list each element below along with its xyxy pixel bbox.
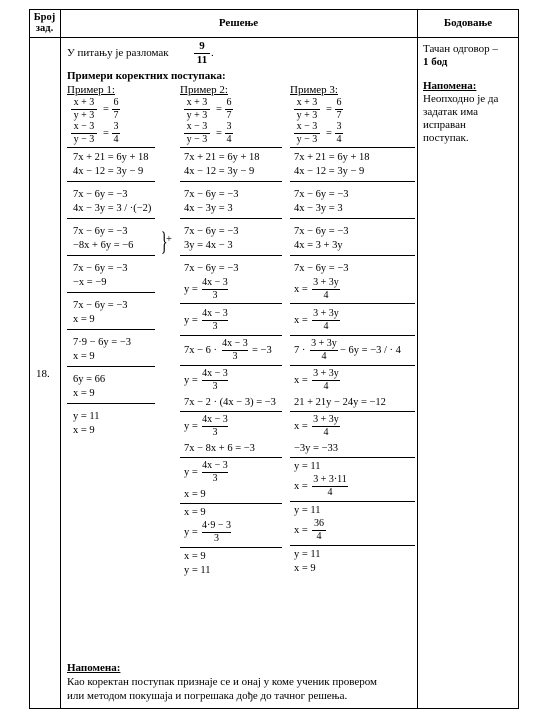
ex1-start-2-lhs <box>71 122 97 145</box>
ex1-rule-4 <box>67 292 155 293</box>
ex2-start-1-eq: = <box>216 104 222 115</box>
ex1-start-1-lhs-num: x + 3 <box>73 97 95 108</box>
ex1-step-6-a: 7·9 − 6y = −3 <box>73 337 132 348</box>
ex2-frac-3 <box>222 339 248 362</box>
ex1-step-2-b: 4x − 3y = 3 / ·(−2) <box>73 203 152 214</box>
example-2-label: Пример 2: <box>180 84 228 96</box>
header-divider <box>29 37 519 38</box>
ex2-start-2-rhs <box>225 122 233 145</box>
ex3-frac-1-num: 3 + 3y <box>313 277 339 288</box>
ex2-frac-2-num: 4x − 3 <box>202 308 228 319</box>
ex2-step-9-b: y = <box>184 527 198 538</box>
scoring-note <box>423 93 515 145</box>
ex2-step-1-b: 4x − 12 = 3y − 9 <box>184 166 255 177</box>
ex1-step-4-b: −x = −9 <box>73 277 107 288</box>
ex2-frac-6-den: 3 <box>212 473 218 484</box>
ex2-step-5-b: 7x − 6 · <box>184 345 218 356</box>
example-3-label: Пример 3: <box>290 84 338 96</box>
ex3-frac-6-den: 4 <box>327 487 333 498</box>
ex2-frac-5 <box>202 415 228 438</box>
scoring-answer <box>423 43 515 69</box>
ex1-start-1-eq: = <box>103 104 109 115</box>
ex2-start-2-rhs-num: 3 <box>226 121 232 132</box>
ex2-frac-7-den: 3 <box>213 533 219 544</box>
ex3-rule-4 <box>290 303 415 304</box>
intro-text <box>67 47 169 60</box>
example-3-column <box>290 98 415 648</box>
ex1-start-2-eq: = <box>103 128 109 139</box>
ex3-frac-4-den: 4 <box>323 381 329 392</box>
ex2-rule-6 <box>180 411 282 412</box>
ex3-rule-7 <box>290 457 415 458</box>
ex3-start-2-lhs-den: y − 3 <box>296 134 318 145</box>
ex1-plus: + <box>166 234 172 245</box>
scoring-note-line3: исправан <box>423 119 466 131</box>
ex3-step-8-a: y = 11 <box>294 461 321 472</box>
ex2-step-10-a: x = 9 <box>184 551 206 562</box>
ex3-step-4-b: x = <box>294 284 308 295</box>
ex2-start-2-rhs-den: 4 <box>226 134 232 145</box>
ex3-step-10-a: y = 11 <box>294 549 321 560</box>
footer-note-line2: или методом покушаја и погрешака дође до тачног решења. <box>67 690 348 702</box>
ex2-rule-5b <box>180 365 282 366</box>
ex3-frac-6 <box>312 475 348 498</box>
ex2-step-6-b: 7x − 2 · (4x − 3) = −3 <box>184 397 276 408</box>
header-solution: Решење <box>218 17 259 29</box>
ex2-step-7-b: 7x − 8x + 6 = −3 <box>184 443 255 454</box>
ex3-step-8-b: x = <box>294 481 308 492</box>
ex2-start-1-lhs-num: x + 3 <box>186 97 208 108</box>
ex3-start-1-lhs <box>294 98 320 121</box>
ex3-rule-5b <box>290 365 415 366</box>
intro-end: . <box>211 47 214 59</box>
ex1-start-1-rhs-num: 6 <box>113 97 119 108</box>
ex2-step-5-a: y = <box>184 315 198 326</box>
ex3-start-2-rhs <box>335 122 343 145</box>
ex2-step-3-a: 7x − 6y = −3 <box>184 226 239 237</box>
ex2-rule-2 <box>180 218 282 219</box>
ex3-frac-1 <box>312 278 340 301</box>
scoring-note-line2: задатак има <box>423 106 478 118</box>
ex2-frac-4-num: 4x − 3 <box>202 368 228 379</box>
ex3-start-2-lhs-num: x − 3 <box>296 121 318 132</box>
ex2-start-2-eq: = <box>216 128 222 139</box>
example-1-label: Пример 1: <box>67 84 115 96</box>
header-num-line2: зад. <box>35 23 54 34</box>
ex3-frac-6-num: 3 + 3·11 <box>313 474 347 485</box>
ex1-start-2-rhs <box>112 122 120 145</box>
ex2-rule-3 <box>180 255 282 256</box>
ex3-step-1-b: 4x − 12 = 3y − 9 <box>294 166 365 177</box>
ex2-step-10-b: y = 11 <box>184 565 211 576</box>
ex2-step-7-a: y = <box>184 421 198 432</box>
ex1-start-1-lhs-den: y + 3 <box>73 110 95 121</box>
ex1-rule-2 <box>67 218 155 219</box>
ex3-step-3-b: 4x = 3 + 3y <box>294 240 343 251</box>
ex1-step-7-a: 6y = 66 <box>73 374 106 385</box>
ex3-start-rule <box>290 147 415 148</box>
ex2-frac-6-num: 4x − 3 <box>202 460 228 471</box>
footer-note-line1: Као коректан поступак признаје се и онај у коме ученик провером <box>67 676 378 688</box>
ex1-rule-1 <box>67 181 155 182</box>
header-task-number <box>29 12 60 34</box>
ex2-step-9-a: x = 9 <box>184 507 206 518</box>
ex3-frac-2 <box>312 309 340 332</box>
ex2-start-2-lhs-num: x − 3 <box>186 121 208 132</box>
ex1-step-8-a: y = 11 <box>73 411 100 422</box>
ex3-step-6-b: 21 + 21y − 24y = −12 <box>294 397 386 408</box>
ex3-frac-5-den: 4 <box>323 427 329 438</box>
ex2-step-2-b: 4x − 3y = 3 <box>184 203 233 214</box>
ex1-step-7-b: x = 9 <box>73 388 95 399</box>
ex3-frac-7-num: 36 <box>314 518 324 529</box>
ex3-start-2-rhs-den: 4 <box>336 134 342 145</box>
ex3-start-1-rhs-num: 6 <box>336 97 342 108</box>
ex2-frac-1-num: 4x − 3 <box>202 277 228 288</box>
ex2-rule-9 <box>180 547 282 548</box>
ex3-step-3-a: 7x − 6y = −3 <box>294 226 349 237</box>
ex3-start-1-eq: = <box>326 104 332 115</box>
ex2-step-1-a: 7x + 21 = 6y + 18 <box>184 152 260 163</box>
ex3-frac-3-den: 4 <box>321 351 327 362</box>
ex2-start-1-lhs-den: y + 3 <box>186 110 208 121</box>
ex3-rule-6 <box>290 411 415 412</box>
ex2-start-1-rhs-num: 6 <box>226 97 232 108</box>
ex3-frac-7-den: 4 <box>316 531 322 542</box>
ex2-frac-2 <box>202 309 228 332</box>
ex1-step-8-b: x = 9 <box>73 425 95 436</box>
ex3-rule-3 <box>290 255 415 256</box>
ex1-step-1-a: 7x + 21 = 6y + 18 <box>73 152 149 163</box>
ex1-step-5-b: x = 9 <box>73 314 95 325</box>
ex2-frac-4 <box>202 369 228 392</box>
ex2-step-5-c: = −3 <box>252 345 272 356</box>
ex2-start-1-rhs <box>225 98 233 121</box>
col-divider-2 <box>417 9 418 709</box>
ex3-step-2-a: 7x − 6y = −3 <box>294 189 349 200</box>
ex2-rule-5a <box>180 335 282 336</box>
ex2-rule-1 <box>180 181 282 182</box>
ex2-step-2-a: 7x − 6y = −3 <box>184 189 239 200</box>
ex2-rule-7 <box>180 457 282 458</box>
ex2-frac-1 <box>202 278 228 301</box>
ex3-frac-5 <box>312 415 340 438</box>
ex3-step-7-b: −3y = −33 <box>294 443 339 454</box>
ex3-start-2-lhs <box>294 122 320 145</box>
ex2-frac-3-den: 3 <box>232 351 238 362</box>
col-divider-1 <box>60 9 61 709</box>
ex1-step-4-a: 7x − 6y = −3 <box>73 263 128 274</box>
ex3-frac-1-den: 4 <box>323 290 329 301</box>
header-scoring: Бодовање <box>443 17 493 29</box>
ex3-frac-3 <box>310 339 338 362</box>
ex3-step-7-a: x = <box>294 421 308 432</box>
scoring-note-line4: поступак. <box>423 132 469 144</box>
ex1-rule-7 <box>67 403 155 404</box>
ex1-step-2-a: 7x − 6y = −3 <box>73 189 128 200</box>
ex3-frac-2-den: 4 <box>323 321 329 332</box>
ex3-rule-5a <box>290 335 415 336</box>
ex3-frac-2-num: 3 + 3y <box>313 308 339 319</box>
ex2-rule-4 <box>180 303 282 304</box>
ex3-frac-4 <box>312 369 340 392</box>
examples-title: Примери коректних поступака: <box>67 70 226 82</box>
ex3-start-1-lhs-num: x + 3 <box>296 97 318 108</box>
ex1-step-6-b: x = 9 <box>73 351 95 362</box>
ex3-step-5-a: x = <box>294 315 308 326</box>
ex2-step-3-b: 3y = 4x − 3 <box>184 240 233 251</box>
ex2-frac-7-num: 4·9 − 3 <box>202 520 231 531</box>
ex3-rule-9 <box>290 545 415 546</box>
scoring-line1: Тачан одговор – <box>423 43 498 55</box>
example-2-column <box>180 98 290 648</box>
ex2-frac-3-num: 4x − 3 <box>222 338 248 349</box>
ex2-step-8-b: x = 9 <box>184 489 206 500</box>
scoring-note-line1: Неопходно је да <box>423 93 499 105</box>
scoring-points: 1 бод <box>423 56 448 68</box>
ex1-rule-5 <box>67 329 155 330</box>
ex1-start-2-lhs-num: x − 3 <box>73 121 95 132</box>
ex3-rule-1 <box>290 181 415 182</box>
ex3-step-10-b: x = 9 <box>294 563 316 574</box>
ex3-start-1-rhs-den: 7 <box>336 110 342 121</box>
ex2-step-8-a: y = <box>184 467 198 478</box>
ex3-step-9-a: y = 11 <box>294 505 321 516</box>
ex3-start-1-rhs <box>335 98 343 121</box>
ex2-frac-4-den: 3 <box>212 381 218 392</box>
ex3-frac-5-num: 3 + 3y <box>313 414 339 425</box>
ex2-start-rule <box>180 147 282 148</box>
ex3-frac-3-num: 3 + 3y <box>311 338 337 349</box>
example-1-column <box>67 98 177 478</box>
ex2-frac-5-den: 3 <box>212 427 218 438</box>
ex2-start-1-lhs <box>184 98 210 121</box>
ex2-start-2-lhs-den: y − 3 <box>186 134 208 145</box>
ex1-rule-3 <box>67 255 155 256</box>
ex3-rule-8 <box>290 501 415 502</box>
ex2-frac-2-den: 3 <box>212 321 218 332</box>
intro-fraction <box>194 41 210 66</box>
ex2-frac-1-den: 3 <box>212 290 218 301</box>
intro-sentence: У питању је разломак <box>67 47 169 59</box>
ex3-frac-4-num: 3 + 3y <box>313 368 339 379</box>
ex3-step-2-b: 4x − 3y = 3 <box>294 203 343 214</box>
task-number: 18. <box>36 368 50 380</box>
ex3-rule-2 <box>290 218 415 219</box>
intro-frac-num: 9 <box>199 40 205 52</box>
ex2-step-4-b: y = <box>184 284 198 295</box>
ex1-step-1-b: 4x − 12 = 3y − 9 <box>73 166 144 177</box>
ex3-start-2-rhs-num: 3 <box>336 121 342 132</box>
ex3-step-6-a: x = <box>294 375 308 386</box>
ex2-step-4-a: 7x − 6y = −3 <box>184 263 239 274</box>
ex1-start-1-rhs-den: 7 <box>113 110 119 121</box>
ex2-start-2-lhs <box>184 122 210 145</box>
ex1-start-rule <box>67 147 155 148</box>
ex1-step-3-a: 7x − 6y = −3 <box>73 226 128 237</box>
ex1-start-2-rhs-den: 4 <box>113 134 119 145</box>
intro-frac-den: 11 <box>196 54 208 66</box>
ex3-start-2-eq: = <box>326 128 332 139</box>
ex1-start-2-rhs-num: 3 <box>113 121 119 132</box>
ex3-step-5-b: 7 · <box>294 345 306 356</box>
ex2-step-6-a: y = <box>184 375 198 386</box>
ex3-step-1-a: 7x + 21 = 6y + 18 <box>294 152 370 163</box>
ex2-frac-6 <box>202 461 228 484</box>
footer-note-title: Напомена: <box>67 662 121 674</box>
ex2-frac-7 <box>202 521 231 544</box>
ex1-step-5-a: 7x − 6y = −3 <box>73 300 128 311</box>
ex2-start-1-rhs-den: 7 <box>226 110 232 121</box>
ex2-rule-8 <box>180 503 282 504</box>
ex2-frac-5-num: 4x − 3 <box>202 414 228 425</box>
ex1-start-1-rhs <box>112 98 120 121</box>
ex1-brace: } <box>160 227 168 256</box>
ex3-frac-7 <box>312 519 326 542</box>
ex1-rule-6 <box>67 366 155 367</box>
ex3-step-4-a: 7x − 6y = −3 <box>294 263 349 274</box>
ex3-start-1-lhs-den: y + 3 <box>296 110 318 121</box>
header-num-line1: Број <box>33 12 56 23</box>
ex3-step-5-c: − 6y = −3 / · 4 <box>340 345 401 356</box>
ex1-start-1-lhs <box>71 98 97 121</box>
ex1-step-3-b: −8x + 6y = −6 <box>73 240 134 251</box>
ex3-step-9-b: x = <box>294 525 308 536</box>
scoring-note-title: Напомена: <box>423 80 477 92</box>
ex1-start-2-lhs-den: y − 3 <box>73 134 95 145</box>
